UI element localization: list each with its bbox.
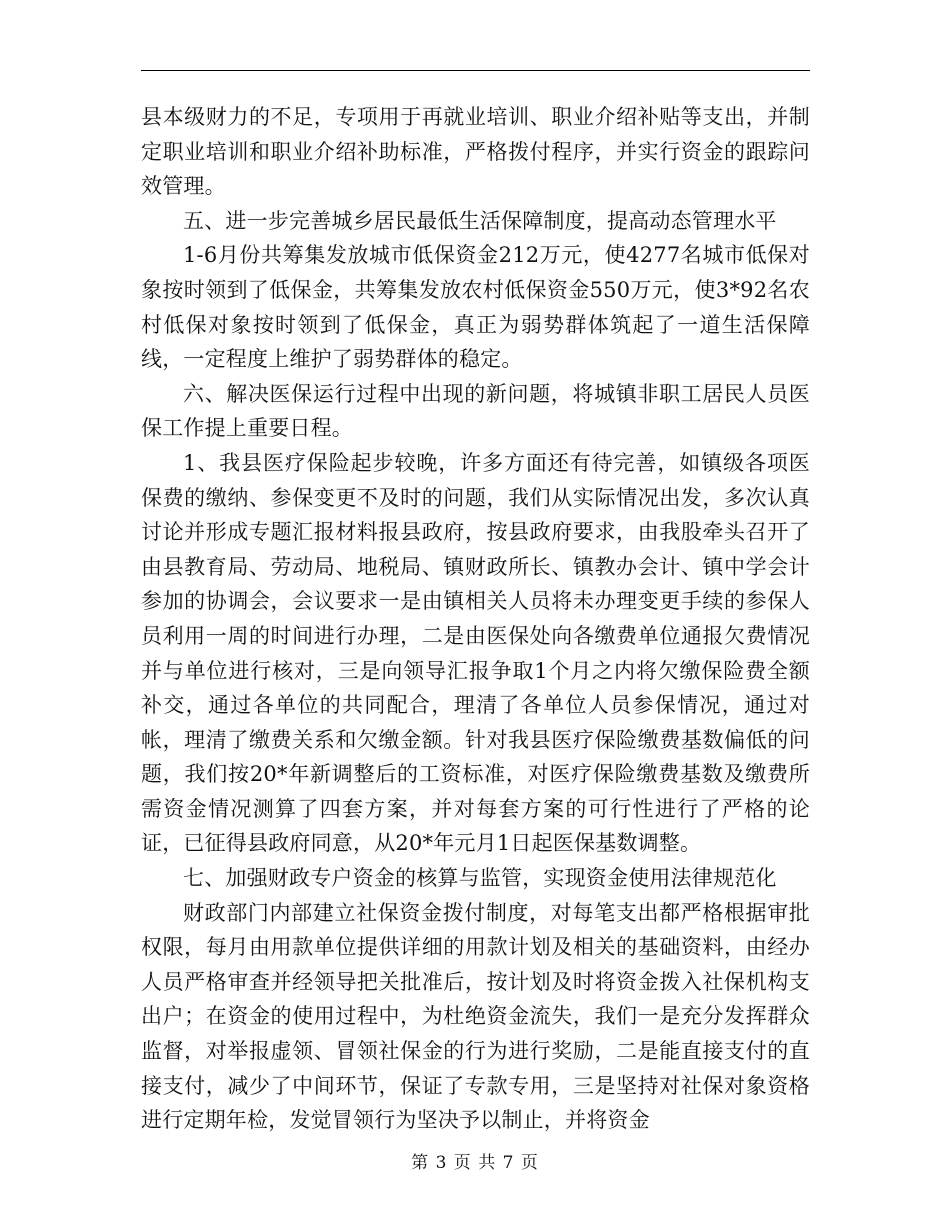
header-rule [141,70,810,71]
page-number: 第 3 页 共 7 页 [411,1153,539,1173]
body-text [141,100,810,1138]
paragraph: 1-6月份共筹集发放城市低保资金212万元，使4277名城市低保对象按时领到了低保金，共筹集发放农村低保资金550万元，使3*92名农村低保对象按时领到了低保金，真正为弱势群体筑起了一道生活保障线，一定程度上维护了弱势群体的稳定。 [141,243,810,372]
section-heading: 六、解决医保运行过程中出现的新问题，将城镇非职工居民人员医保工作提上重要日程。 [141,381,810,441]
paragraph: 财政部门内部建立社保资金拨付制度，对每笔支出都严格根据审批权限，每月由用款单位提供详细的用款计划及相关的基础资料，由经办人员严格审查并经领导把关批准后，按计划及时将资金拨入社保机构支出户；在资金的使用过程中，为杜绝资金流失，我们一是充分发挥群众监督，对举报虚领、冒领社保金的行为进行奖励，二是能直接支付的直接支付，减少了中间环节，保证了专款专用，三是坚持对社保对象资格进行定期年检，发觉冒领行为坚决予以制止，并将资金 [141,900,810,1133]
section-heading: 七、加强财政专户资金的核算与监管，实现资金使用法律规范化 [183,866,777,891]
paragraph: 县本级财力的不足，专项用于再就业培训、职业介绍补贴等支出，并制定职业培训和职业介绍补助标准，严格拨付程序，并实行资金的跟踪问效管理。 [141,105,810,199]
paragraph: 1、我县医疗保险起步较晚，许多方面还有待完善，如镇级各项医保费的缴纳、参保变更不及时的问题，我们从实际情况出发，多次认真讨论并形成专题汇报材料报县政府，按县政府要求，由我股牵头召开了由县教育局、劳动局、地税局、镇财政所长、镇教办会计、镇中学会计参加的协调会，会议要求一是由镇相关人员将未办理变更手续的参保人员利用一周的时间进行办理，二是由医保处向各缴费单位通报欠费情况并与单位进行核对，三是向领导汇报争取1个月之内将欠缴保险费全额补交，通过各单位的共同配合，理清了各单位人员参保情况，通过对帐，理清了缴费关系和欠缴金额。针对我县医疗保险缴费基数偏低的问题，我们按20*年新调整后的工资标准，对医疗保险缴费基数及缴费所需资金情况测算了四套方案，并对每套方案的可行性进行了严格的论证，已征得县政府同意，从20*年元月1日起医保基数调整。 [141,450,810,856]
section-heading: 五、进一步完善城乡居民最低生活保障制度，提高动态管理水平 [183,208,777,233]
